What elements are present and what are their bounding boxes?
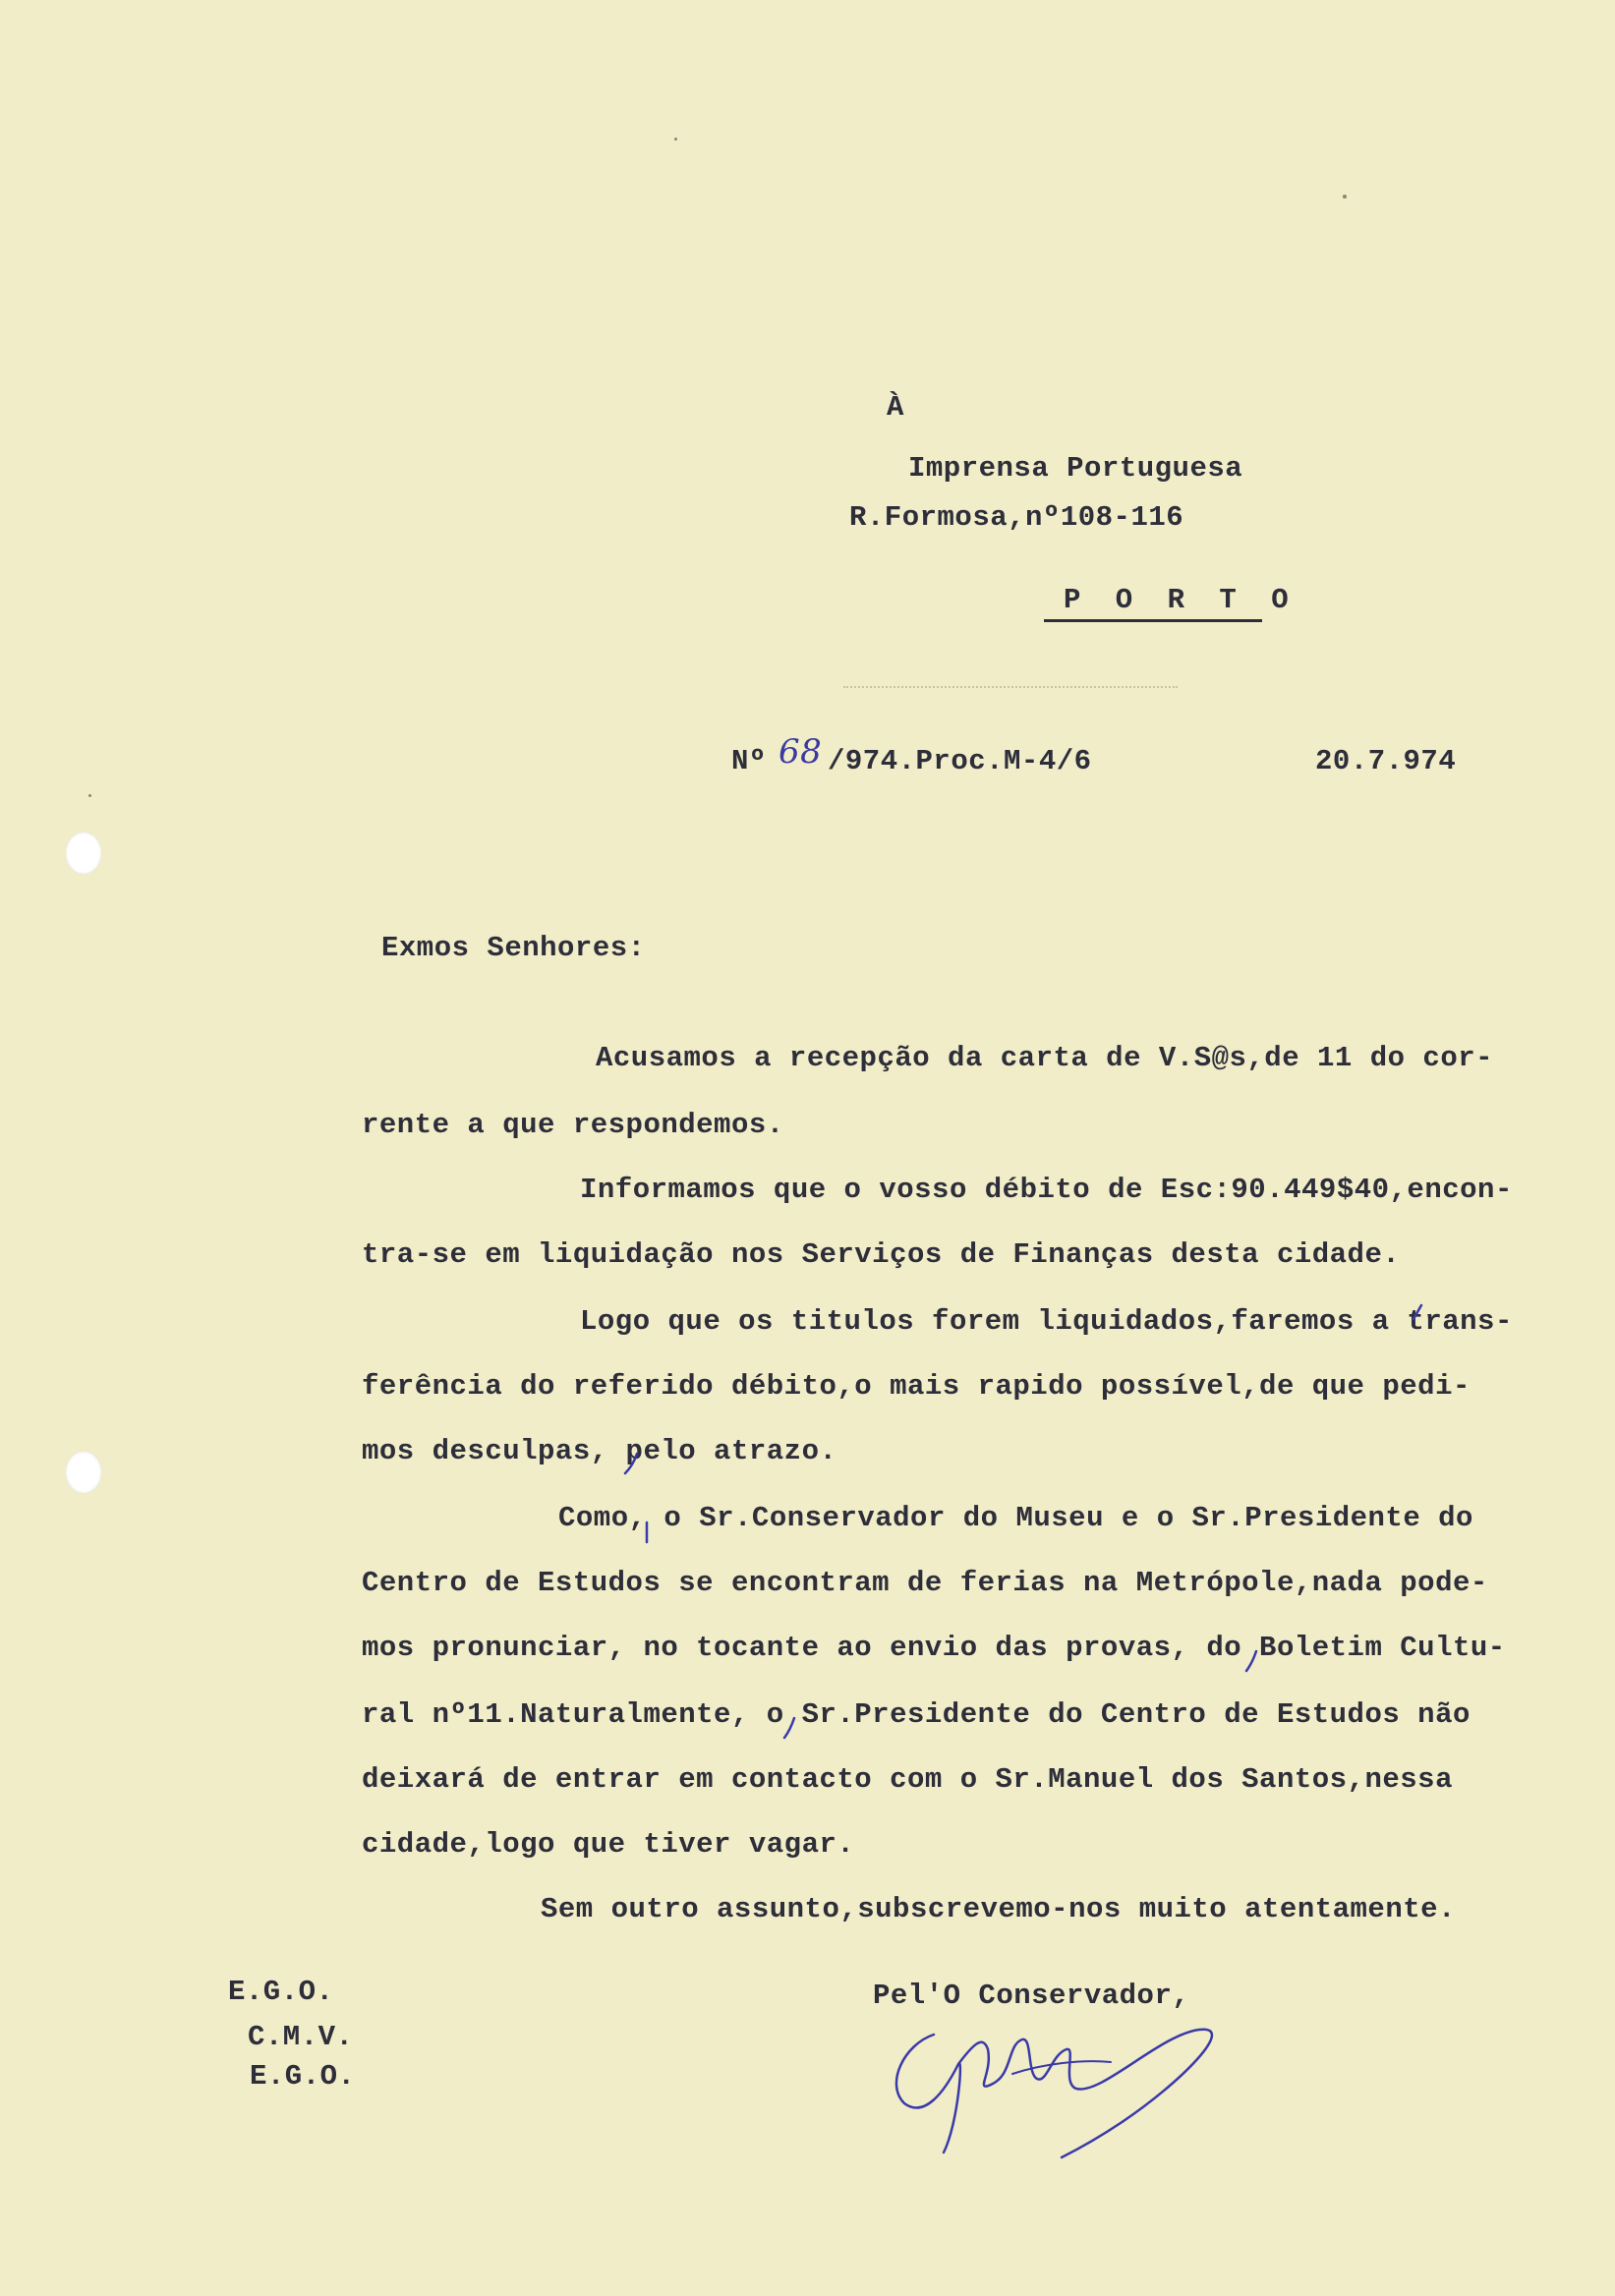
reference-suffix: /974.Proc.M-4/6 — [828, 745, 1092, 777]
punch-hole — [65, 1451, 102, 1494]
pen-accent-mark — [1406, 1301, 1429, 1331]
body-line: Como, o Sr.Conservador do Museu e o Sr.Presidente do — [558, 1502, 1473, 1534]
body-line: Acusamos a recepção da carta de V.S@s,de 11 do cor- — [596, 1042, 1494, 1074]
paper-speck — [674, 138, 677, 141]
reference-prefix: Nº — [731, 745, 767, 777]
faint-divider — [843, 686, 1178, 689]
initials-line: E.G.O. — [228, 1976, 334, 2008]
initials-line: C.M.V. — [248, 2021, 354, 2053]
paper-speck — [1343, 195, 1347, 199]
body-line: deixará de entrar em contacto com o Sr.Manuel dos Santos,nessa — [362, 1763, 1453, 1796]
punch-hole — [65, 832, 102, 875]
paper-speck — [88, 794, 91, 797]
body-line: ferência do referido débito,o mais rapido possível,de que pedi- — [362, 1370, 1471, 1403]
closing-line: Pel'O Conservador, — [873, 1980, 1190, 2012]
recipient-city: P O R T O — [1064, 584, 1298, 616]
reference-number-handwritten: 68 — [779, 732, 823, 772]
body-line: rente a que respondemos. — [362, 1109, 784, 1141]
body-line: mos pronunciar, no tocante ao envio das provas, do Boletim Cultu- — [362, 1632, 1506, 1664]
body-line: Sem outro assunto,subscrevemo-nos muito atentamente. — [541, 1893, 1456, 1925]
salutation: Exmos Senhores: — [381, 932, 646, 964]
body-line: cidade,logo que tiver vagar. — [362, 1828, 855, 1861]
body-line: Logo que os titulos forem liquidados,faremos a trans- — [580, 1305, 1513, 1338]
city-underline — [1044, 619, 1262, 622]
recipient-street: R.Formosa,nº108-116 — [849, 501, 1184, 534]
pen-comma-mark — [1240, 1647, 1264, 1677]
signature-scribble — [865, 2005, 1298, 2182]
recipient-name: Imprensa Portuguesa — [908, 452, 1243, 485]
initials-line: E.G.O. — [250, 2060, 356, 2093]
letter-date: 20.7.974 — [1315, 745, 1457, 777]
pen-comma-mark — [779, 1714, 802, 1744]
body-line: Centro de Estudos se encontram de ferias na Metrópole,nada pode- — [362, 1567, 1488, 1599]
recipient-prefix: À — [887, 391, 904, 424]
body-line: tra-se em liquidação nos Serviços de Finanças desta cidade. — [362, 1238, 1401, 1271]
body-line: ral nº11.Naturalmente, o Sr.Presidente do Centro de Estudos não — [362, 1698, 1471, 1731]
body-line: mos desculpas, pelo atrazo. — [362, 1435, 837, 1467]
pen-comma-mark — [637, 1519, 657, 1548]
body-line: Informamos que o vosso débito de Esc:90.449$40,encon- — [580, 1174, 1513, 1206]
pen-comma-mark — [619, 1450, 649, 1479]
